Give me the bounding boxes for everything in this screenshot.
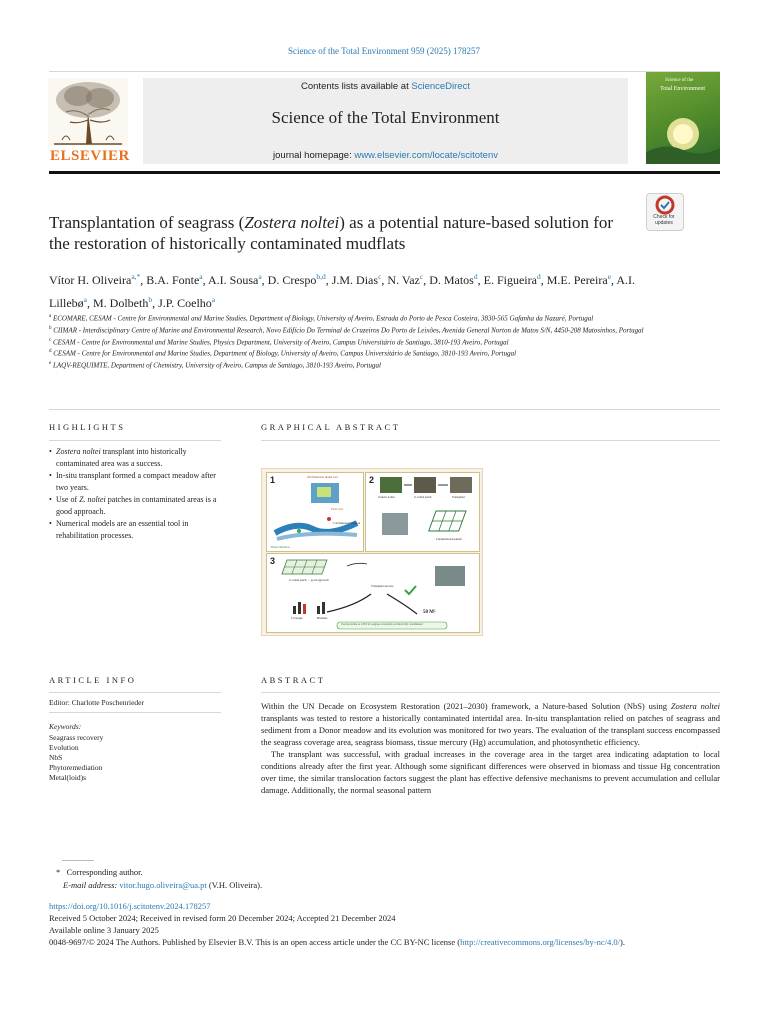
ga-label-patch: Z. noltei patch: [414, 495, 432, 499]
author-name: D. Crespo: [267, 273, 317, 287]
author-list: Vítor H. Oliveira$^{a,*}$, B.A. Fonte$^a$, A.I. Sousa$^a$, D. Crespo$^{b,d}$, J.M. Dias$^c$, N. Vaz$^c$, D. Matos$^d$, E. Figueira$^d$, M.E. Pereira$^e$, A.I. Lillebø$^a$, M. Dolbeth$^b$, J.P. Coelho$^a$: [49, 272, 636, 310]
highlight-text: transplant into historically contaminated area was a success.: [56, 447, 187, 468]
check-for-updates-label: [646, 215, 682, 226]
author-name: M. Dolbeth: [93, 296, 149, 310]
highlight-item: [49, 494, 221, 517]
author-affiliation-marker[interactable]: a: [199, 272, 203, 281]
author-affiliation-marker[interactable]: a,*: [131, 272, 141, 281]
author-affiliation-marker[interactable]: e: [607, 272, 612, 281]
doi-link[interactable]: https://doi.org/10.1016/j.scitotenv.2024.178257: [49, 901, 211, 911]
affiliation-key: b: [49, 325, 52, 331]
affiliation-item: [49, 324, 649, 336]
affiliation-text: CESAM - Centre for Environmental and Marine Studies, Physics Department, University of Aveiro, Campus Universitário de Santiago, 3810-193 Aveiro, Portugal: [51, 337, 509, 346]
ga-label-model: 2D Numerical model tool: [307, 475, 338, 479]
highlights-rule: [49, 440, 221, 441]
keyword-item: Phytoremediation: [49, 763, 103, 772]
abstract-rule: [261, 692, 720, 693]
corresponding-text: Corresponding author.: [66, 867, 143, 877]
author-name: D. Matos: [429, 273, 474, 287]
license-link[interactable]: http://creativecommons.org/licenses/by-nc/4.0/: [460, 937, 620, 947]
license-end: ).: [620, 937, 625, 947]
affiliation-item: [49, 347, 649, 359]
ga-label-contaminated: Contaminated location: [333, 521, 361, 525]
ga-panel-3-number: 3: [270, 556, 276, 566]
author-name: B.A. Fonte: [146, 273, 200, 287]
check-label-line2: updates: [655, 219, 673, 226]
highlight-item: [49, 470, 221, 493]
ga-panel-2: [365, 472, 480, 552]
highlight-text: patches in contaminated areas is a good approach.: [56, 495, 217, 516]
highlight-italic: Z. noltei: [79, 495, 106, 504]
affiliation-key: e: [49, 361, 52, 367]
affiliation-key: c: [49, 337, 52, 343]
corresponding-mark: *: [56, 867, 61, 877]
homepage-prefix: journal homepage:: [273, 150, 355, 161]
article-title: [49, 212, 619, 254]
ga-panel-1: [266, 472, 364, 552]
author-affiliation-marker[interactable]: a: [258, 272, 262, 281]
highlight-item: [49, 518, 221, 541]
highlights-list: [49, 446, 221, 542]
author-affiliation-marker[interactable]: a: [83, 295, 88, 304]
corresponding-note: [56, 866, 143, 878]
highlight-text: Use of: [56, 495, 80, 504]
highlights-heading: HIGHLIGHTS: [49, 422, 126, 432]
license-line: [49, 936, 720, 948]
affiliation-item: [49, 359, 649, 371]
author-name: J.M. Dias: [331, 273, 379, 287]
author-affiliation-marker[interactable]: c: [378, 272, 382, 281]
author-name: E. Figueira: [483, 273, 537, 287]
abstract-body: [261, 700, 720, 796]
author-name: A.I. Sousa: [207, 273, 259, 287]
editor-rule: [49, 712, 221, 713]
keywords-list: [49, 733, 221, 783]
keywords-label: Keywords:: [49, 722, 82, 731]
footnote-rule: [62, 860, 94, 861]
author-affiliation-marker[interactable]: c: [419, 272, 424, 281]
ga-label-field: Field sites: [331, 507, 344, 511]
abstract-p1-pre: Within the UN Decade on Ecosystem Restoration (2021–2030) framework, a Nature-based Solution (NbS) using: [261, 701, 671, 711]
author-name: J.P. Coelho: [158, 296, 212, 310]
email-link[interactable]: vitor.hugo.oliveira@ua.pt: [119, 880, 207, 890]
author-name: A.I. Lillebø: [49, 273, 636, 310]
author-affiliation-marker[interactable]: a: [211, 295, 216, 304]
author-name: M.E. Pereira: [546, 273, 608, 287]
author-name: N. Vaz: [387, 273, 420, 287]
header-divider: [49, 71, 720, 72]
graphical-abstract-image[interactable]: [261, 468, 483, 636]
sciencedirect-link[interactable]: ScienceDirect: [411, 81, 470, 92]
ga-label-area: 50 M²: [423, 610, 436, 615]
highlight-text: Numerical models are an essential tool in rehabilitation processes.: [56, 519, 189, 540]
email-owner: (V.H. Oliveira).: [208, 880, 263, 890]
ga-panel-2-number: 2: [369, 475, 375, 485]
ga-label-footer: Use the patches as a NbS for seagrass ecosystems on historically contaminated: [341, 623, 423, 626]
author-name: Vítor H. Oliveira: [49, 273, 132, 287]
keyword-item: Metal(loid)s: [49, 773, 87, 782]
affiliation-text: CIIMAR - Interdisciplinary Centre of Marine and Environmental Research, Novo Edifício Do Terminal de Cruzeiros Do Porto de Leixões, Avenida General Norton de Matos S/N, 4450-208 Matosinhos, Portugal: [51, 326, 644, 335]
homepage-link[interactable]: www.elsevier.com/locate/scitotenv: [354, 150, 498, 161]
email-line: [63, 879, 262, 891]
license-text: 0048-9697/© 2024 The Authors. Published by Elsevier B.V. This is an open access article under the CC BY-NC license (: [49, 937, 461, 947]
affiliation-item: [49, 312, 649, 324]
ga-panel-1-number: 1: [270, 475, 276, 485]
graphical-abstract-heading: GRAPHICAL ABSTRACT: [261, 422, 401, 432]
ga-label-transplant: Transplant: [452, 495, 465, 499]
highlight-item: [49, 446, 221, 469]
author-affiliation-marker[interactable]: b: [148, 295, 153, 304]
abstract-p1-italic: Zostera noltei: [670, 701, 720, 711]
affiliation-text: ECOMARE, CESAM - Centre for Environmental and Marine Studies, Department of Biology, University of Aveiro, Estrada do Porto de Pesca Costeira, 3830-565 Gafanha da Nazaré, Portugal: [51, 314, 594, 323]
ga-label-zostera: Zostera noltei: [378, 495, 395, 499]
check-label-line1: Check for: [653, 214, 675, 220]
email-label: E-mail address:: [63, 880, 118, 890]
keyword-item: Seagrass recovery: [49, 733, 104, 742]
ga-label-biomass: Biomass: [317, 616, 328, 620]
keyword-item: NbS: [49, 753, 63, 762]
contents-line: [143, 81, 628, 92]
journal-reference[interactable]: Science of the Total Environment 959 (2025) 178257: [288, 46, 480, 56]
highlight-italic: Zostera noltei: [56, 447, 101, 456]
received-dates: Received 5 October 2024; Received in revised form 20 December 2024; Accepted 21 December 2024: [49, 913, 396, 923]
article-info-heading: ARTICLE INFO: [49, 675, 137, 685]
ga-panel-3: [266, 553, 480, 633]
affiliation-key: d: [49, 349, 52, 355]
title-part-2: ) as a potential nature-based solution for the restoration of historically contaminated mudflats: [49, 213, 614, 253]
available-online: Available online 3 January 2025: [49, 925, 159, 935]
title-italic: Zostera noltei: [244, 213, 340, 232]
affiliation-text: CESAM - Centre for Environmental and Marine Studies, Department of Biology, University of Aveiro, Campus Universitário de Santiago, 3810-193 Aveiro, Portugal: [51, 349, 517, 358]
cover-small-text: Science of the: [665, 78, 694, 83]
affiliation-list: [49, 312, 649, 371]
author-affiliation-marker[interactable]: d: [473, 272, 478, 281]
ga-label-good: Z. noltei patch → good approach: [289, 578, 329, 582]
abstract-paragraph-1: [261, 700, 720, 748]
header-thick-rule: [49, 171, 720, 174]
elsevier-wordmark: ELSEVIER: [50, 148, 130, 164]
affiliation-key: a: [49, 314, 52, 319]
article-info-rule: [49, 692, 221, 693]
cover-title: Total Environment: [660, 86, 706, 92]
highlight-text: In-situ transplant formed a compact meadow after two years.: [56, 471, 216, 492]
affiliation-text: LAQV-REQUIMTE, Department of Chemistry, University of Aveiro, Campus de Santiago, 3810-193 Aveiro, Portugal: [51, 361, 381, 370]
contents-prefix: Contents lists available at: [301, 81, 412, 92]
author-affiliation-marker[interactable]: b,d: [316, 272, 326, 281]
ga-label-success: Transplant success: [371, 584, 394, 588]
abstract-heading: ABSTRACT: [261, 675, 326, 685]
ga-label-coverage: Coverage: [291, 616, 303, 620]
ga-label-checkerboard: Checkerboard pattern: [436, 537, 462, 541]
ga-label-donor: Donor Meadow: [271, 545, 290, 549]
journal-title: Science of the Total Environment: [271, 108, 500, 127]
section-divider: [49, 409, 720, 410]
abstract-p1-post: transplants was tested to restore a historically contaminated intertidal area. In-situ transplantation relied on patches of seagrass and sediment from a Donor meadow and its evolution was monitored for two years. The evaluation of the transplant success encompassed the seagrass coverage area, seagrass biomass, tissue mercury (Hg) accumulation, and photosynthetic efficiency.: [261, 713, 720, 747]
title-part-1: Transplantation of seagrass (: [49, 213, 245, 232]
keyword-item: Evolution: [49, 743, 79, 752]
editor-line: Editor: Charlotte Poschenrieder: [49, 698, 144, 707]
journal-homepage: [143, 150, 628, 161]
author-affiliation-marker[interactable]: d: [536, 272, 541, 281]
abstract-paragraph-2: The transplant was successful, with gradual increases in the coverage area in the target area indicating adaptation to local conditions already after the first year. Although some significant differences were observed in biomass and tissue Hg concentration over time, the similar translocation factors suggest the plant has effective defensive mechanisms to prevent accumulation and cellular damage. Additionally, the normal seasonal pattern: [261, 749, 720, 795]
graphical-abstract-rule: [261, 440, 720, 441]
affiliation-item: [49, 336, 649, 348]
elsevier-tree-logo: [48, 78, 128, 146]
